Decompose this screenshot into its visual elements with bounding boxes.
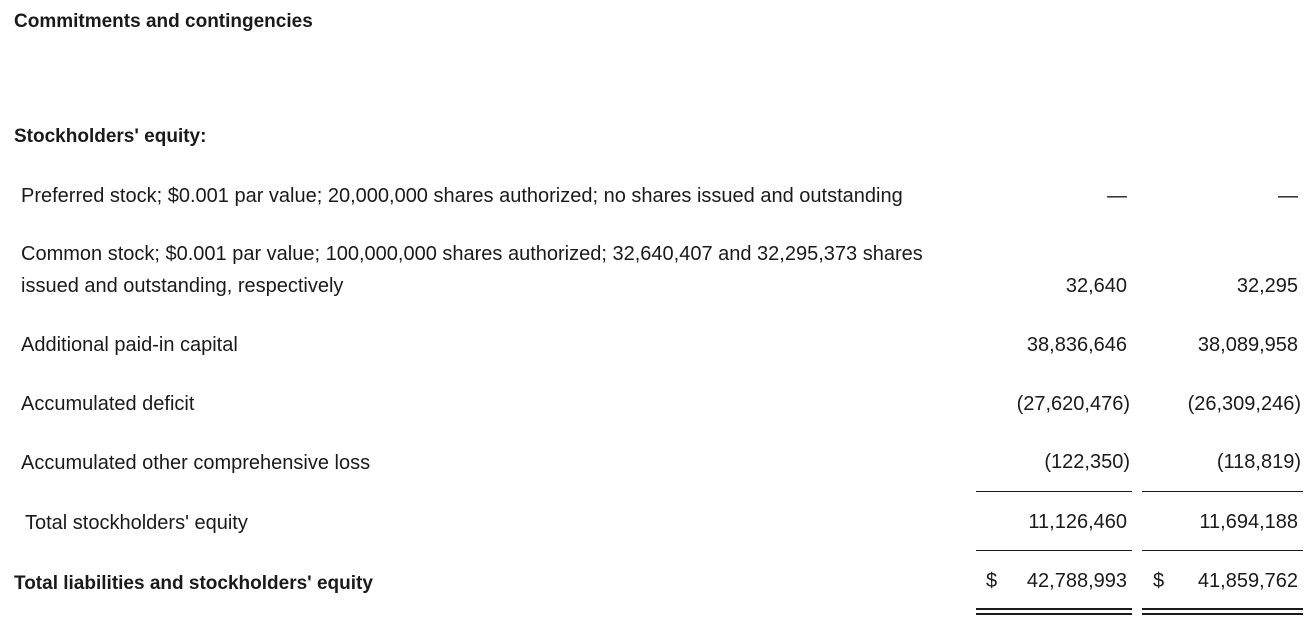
total-equity-col2: 11,694,188 [1199, 511, 1298, 533]
total-liabilities-equity-col2: 41,859,762 [1197, 570, 1298, 592]
total-rule-col1 [976, 550, 1132, 551]
total-col1-currency: $ [986, 570, 998, 592]
apic-label: Additional paid-in capital [21, 334, 238, 356]
double-rule-col1 [976, 608, 1132, 615]
accumulated-deficit-col1: (27,620,476) [1016, 393, 1130, 415]
total-rule-col2 [1142, 550, 1303, 551]
total-liabilities-equity-label: Total liabilities and stockholders' equity [14, 573, 373, 594]
total-liabilities-equity-col1: 42,788,993 [1026, 570, 1127, 592]
preferred-stock-col2: — [1278, 185, 1298, 207]
accumulated-deficit-col2: (26,309,246) [1187, 393, 1301, 415]
common-stock-label-line2: issued and outstanding, respectively [21, 275, 344, 297]
preferred-stock-col1: — [1107, 185, 1127, 207]
common-stock-col2: 32,295 [1236, 275, 1298, 297]
total-col2-currency: $ [1153, 570, 1165, 592]
total-equity-col1: 11,126,460 [1028, 511, 1127, 533]
subtotal-rule-col1 [976, 491, 1132, 492]
aoci-col1: (122,350) [1044, 451, 1130, 473]
commitments-heading: Commitments and contingencies [14, 11, 313, 32]
apic-col1: 38,836,646 [1026, 334, 1127, 356]
common-stock-col1: 32,640 [1065, 275, 1127, 297]
accumulated-deficit-label: Accumulated deficit [21, 393, 195, 415]
apic-col2: 38,089,958 [1197, 334, 1298, 356]
total-equity-label: Total stockholders' equity [25, 512, 248, 534]
subtotal-rule-col2 [1142, 491, 1303, 492]
common-stock-label-line1: Common stock; $0.001 par value; 100,000,000 shares authorized; 32,640,407 and 32,295,373 shares [21, 243, 923, 265]
aoci-label: Accumulated other comprehensive loss [21, 452, 371, 474]
double-rule-col2 [1142, 608, 1303, 615]
stockholders-equity-heading: Stockholders' equity: [14, 126, 207, 147]
aoci-col2: (118,819) [1216, 451, 1301, 473]
preferred-stock-label: Preferred stock; $0.001 par value; 20,000,000 shares authorized; no shares issued and outstanding [21, 185, 903, 207]
